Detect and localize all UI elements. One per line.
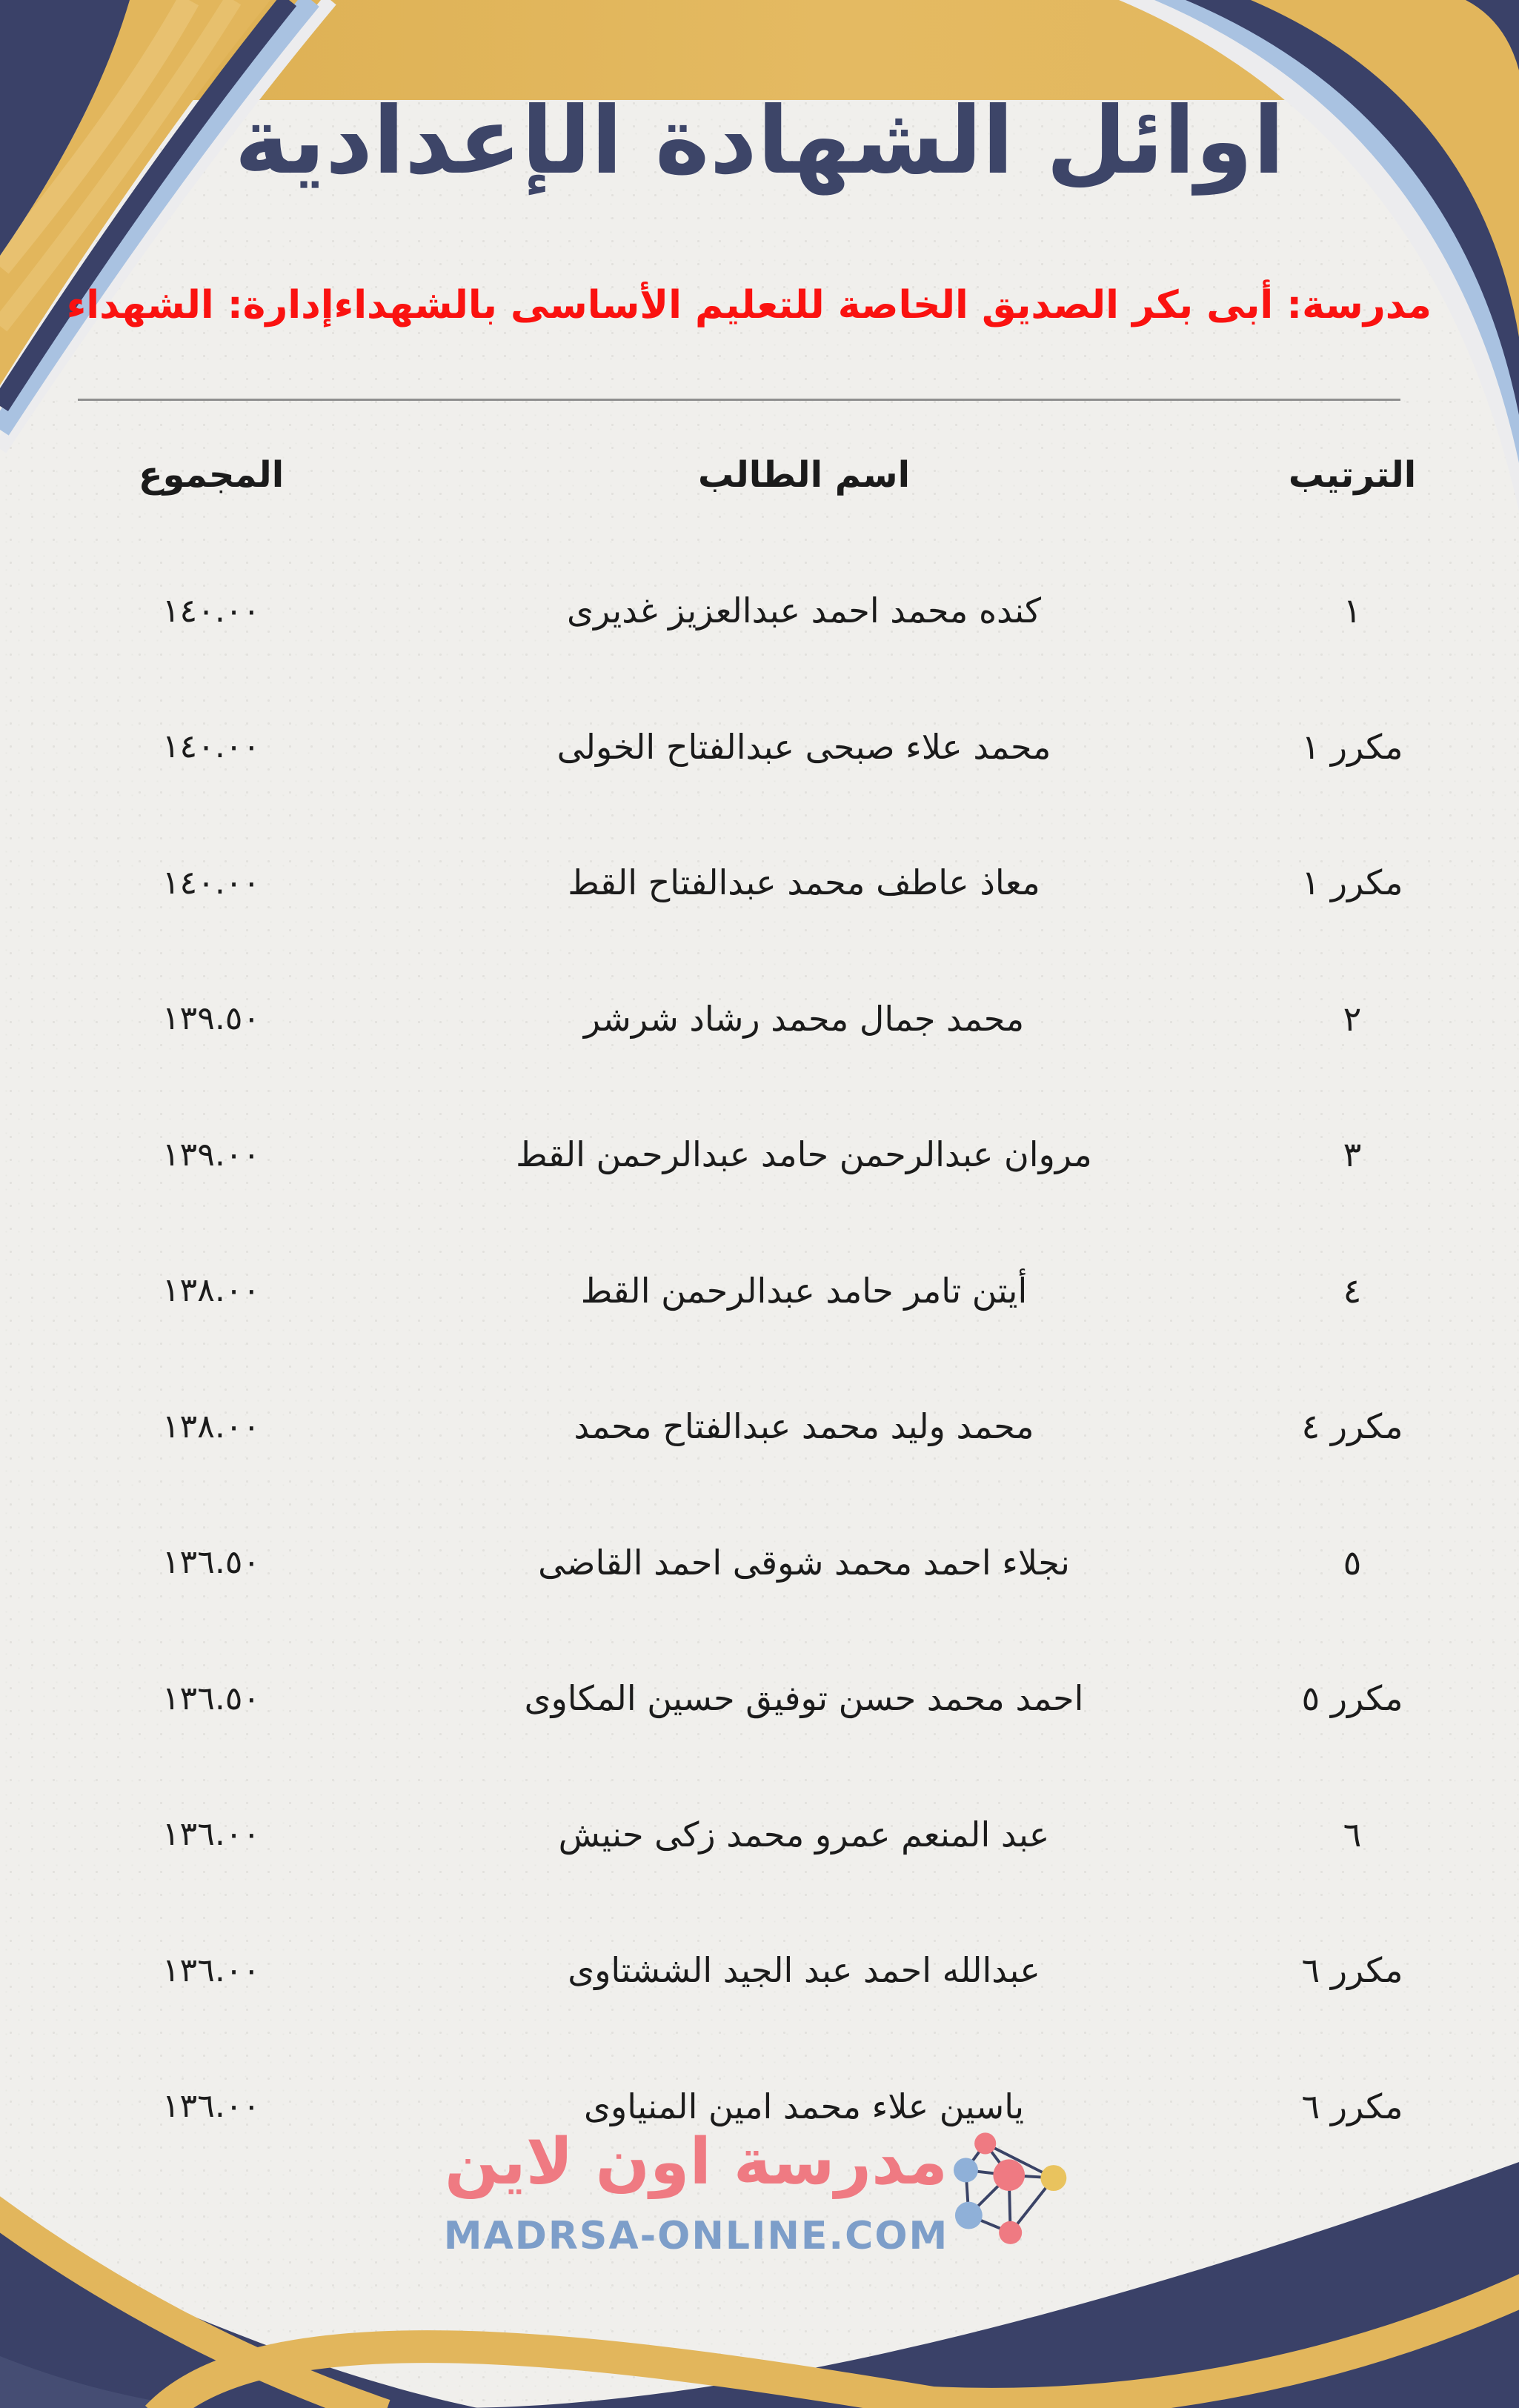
rank-cell: مكرر ٥ bbox=[1301, 1678, 1403, 1719]
site-logo-url: MADRSA-ONLINE.COM bbox=[443, 2214, 949, 2258]
table-row bbox=[82, 1903, 1437, 2039]
total-cell: ١٤٠.٠٠ bbox=[162, 728, 261, 766]
student-name-cell: محمد علاء صبحى عبدالفتاح الخولى bbox=[556, 726, 1051, 767]
table-header-row bbox=[82, 407, 1437, 543]
total-cell: ١٣٨.٠٠ bbox=[162, 1407, 261, 1446]
rank-cell: ٥ bbox=[1343, 1542, 1362, 1583]
table-row bbox=[82, 1631, 1437, 1767]
site-logo-arabic: مدرسة اون لاين bbox=[444, 2125, 948, 2199]
student-name-cell: مروان عبدالرحمن حامد عبدالرحمن القط bbox=[516, 1134, 1092, 1175]
table-row bbox=[82, 679, 1437, 815]
table-row bbox=[82, 1223, 1437, 1359]
student-name-cell: أيتن تامر حامد عبدالرحمن القط bbox=[580, 1270, 1028, 1311]
rank-cell: مكرر ١ bbox=[1301, 862, 1403, 903]
total-cell: ١٣٩.٠٠ bbox=[162, 1135, 261, 1174]
site-logo bbox=[0, 2125, 1519, 2258]
student-name-cell: كنده محمد احمد عبدالعزيز غديرى bbox=[567, 591, 1041, 631]
total-header: المجموع bbox=[138, 453, 285, 496]
table-row bbox=[82, 815, 1437, 951]
student-name-cell: عبدالله احمد عبد الجيد الششتاوى bbox=[568, 1950, 1040, 1991]
table-row bbox=[82, 951, 1437, 1087]
rank-cell: مكرر ٦ bbox=[1301, 2086, 1403, 2126]
network-nodes-icon bbox=[953, 2127, 1075, 2257]
total-cell: ١٣٨.٠٠ bbox=[162, 1271, 261, 1310]
rank-cell: ٦ bbox=[1343, 1814, 1362, 1855]
rank-cell: ٣ bbox=[1343, 1134, 1362, 1175]
student-name-cell: محمد وليد محمد عبدالفتاح محمد bbox=[574, 1406, 1034, 1447]
total-cell: ١٣٦.٠٠ bbox=[162, 1815, 261, 1854]
student-name-cell: ياسين علاء محمد امين المنياوى bbox=[583, 2086, 1025, 2126]
total-cell: ١٤٠.٠٠ bbox=[162, 591, 261, 630]
table-row bbox=[82, 1087, 1437, 1223]
results-rows bbox=[82, 543, 1437, 2175]
rank-cell: ٤ bbox=[1343, 1270, 1362, 1311]
total-cell: ١٣٦.٠٠ bbox=[162, 1951, 261, 1989]
rank-cell: مكرر ٤ bbox=[1301, 1406, 1403, 1447]
administration-name: إدارة: الشهداء bbox=[66, 283, 334, 327]
school-info-line bbox=[66, 283, 1432, 327]
rank-cell: مكرر ١ bbox=[1301, 726, 1403, 767]
rank-cell: مكرر ٦ bbox=[1301, 1950, 1403, 1991]
results-table bbox=[82, 407, 1437, 2175]
rank-cell: ١ bbox=[1343, 591, 1362, 631]
table-row bbox=[82, 1766, 1437, 1903]
total-cell: ١٣٦.٠٠ bbox=[162, 2087, 261, 2126]
student-name-cell: معاذ عاطف محمد عبدالفتاح القط bbox=[568, 862, 1040, 903]
table-row bbox=[82, 1494, 1437, 1631]
header-divider bbox=[78, 399, 1400, 401]
total-cell: ١٤٠.٠٠ bbox=[162, 863, 261, 902]
table-row bbox=[82, 543, 1437, 679]
student-name-header: اسم الطالب bbox=[697, 453, 911, 496]
page-title: اوائل الشهادة الإعدادية bbox=[234, 87, 1285, 195]
student-name-cell: نجلاء احمد محمد شوقى احمد القاضى bbox=[538, 1542, 1070, 1583]
total-cell: ١٣٩.٥٠ bbox=[162, 1000, 261, 1038]
student-name-cell: محمد جمال محمد رشاد شرشر bbox=[583, 998, 1025, 1039]
table-row bbox=[82, 1359, 1437, 1495]
rank-header: الترتيب bbox=[1288, 453, 1417, 496]
total-cell: ١٣٦.٥٠ bbox=[162, 1543, 261, 1582]
student-name-cell: احمد محمد حسن توفيق حسين المكاوى bbox=[524, 1678, 1084, 1719]
student-name-cell: عبد المنعم عمرو محمد زكى حنيش bbox=[558, 1814, 1050, 1855]
school-name: مدرسة: أبى بكر الصديق الخاصة للتعليم الأساسى بالشهداء bbox=[333, 283, 1432, 327]
total-cell: ١٣٦.٥٠ bbox=[162, 1679, 261, 1717]
rank-cell: ٢ bbox=[1343, 998, 1362, 1039]
site-logo-text bbox=[444, 2125, 949, 2258]
